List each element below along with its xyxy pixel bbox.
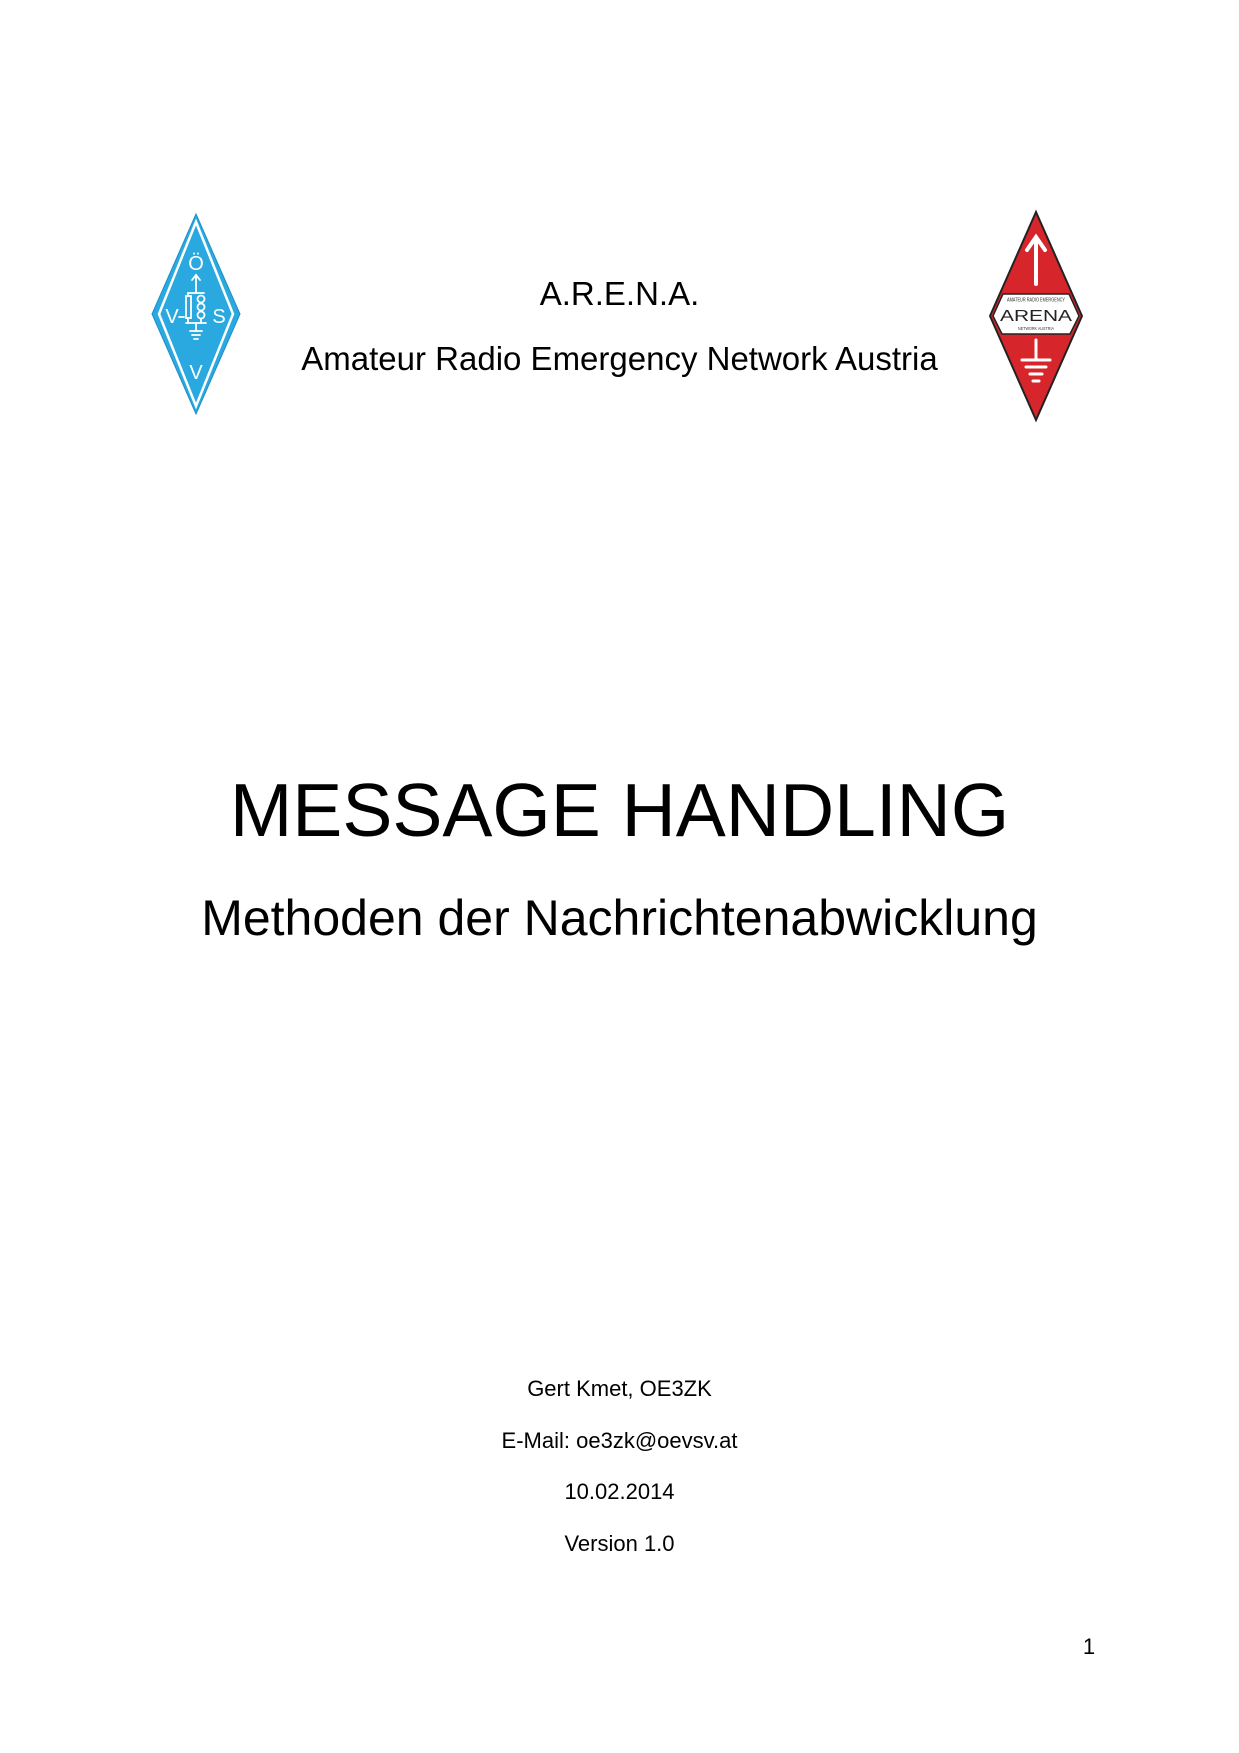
arena-logo-line3: NETWORK AUSTRIA bbox=[1018, 326, 1054, 331]
oevsv-logo-letter-left: V bbox=[165, 306, 179, 328]
author-email: E-Mail: oe3zk@oevsv.at bbox=[501, 1428, 738, 1453]
organization-name: Amateur Radio Emergency Network Austria bbox=[301, 340, 938, 377]
oevsv-logo-letter-right: S bbox=[212, 306, 226, 328]
document-subtitle: Methoden der Nachrichtenabwicklung bbox=[201, 890, 1038, 946]
document-title: MESSAGE HANDLING bbox=[229, 768, 1010, 852]
oevsv-logo-letter-top: Ö bbox=[188, 253, 204, 275]
arena-logo-icon bbox=[988, 210, 1084, 422]
document-version: Version 1.0 bbox=[564, 1531, 675, 1556]
oevsv-logo-icon bbox=[151, 213, 241, 415]
document-date: 10.02.2014 bbox=[564, 1479, 675, 1504]
page-number: 1 bbox=[1082, 1634, 1096, 1659]
oevsv-logo-letter-bottom: V bbox=[189, 362, 203, 384]
author-name: Gert Kmet, OE3ZK bbox=[527, 1376, 712, 1401]
arena-logo-name: ARENA bbox=[1000, 308, 1073, 325]
organization-abbreviation: A.R.E.N.A. bbox=[539, 275, 700, 312]
arena-logo-line1: AMATEUR RADIO EMERGENCY bbox=[1007, 297, 1066, 304]
